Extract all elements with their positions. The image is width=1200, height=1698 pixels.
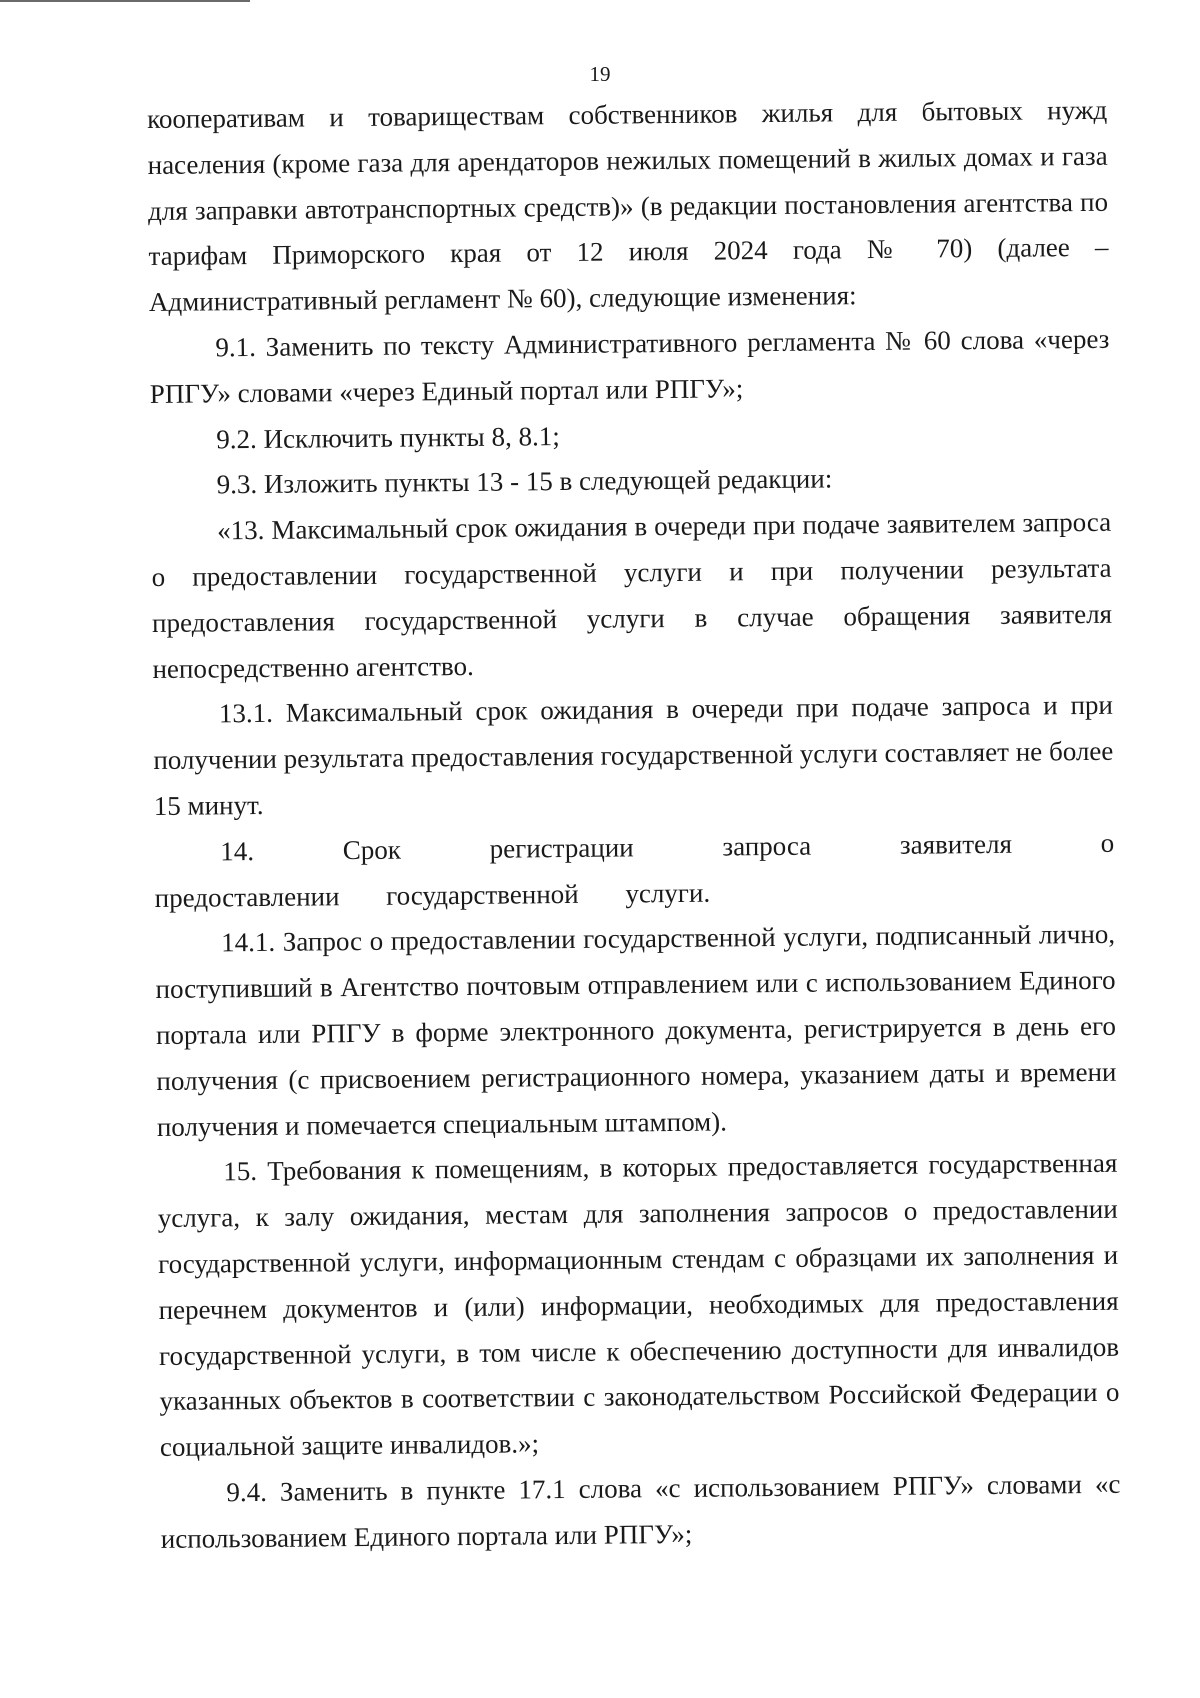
paragraph-9-4: 9.4. Заменить в пункте 17.1 слова «с использованием РПГУ» словами «с использованием Единого портала или РПГУ»;	[160, 1468, 1121, 1554]
paragraph-15: 15. Требования к помещениям, в которых предоставляется государственная услуга, к залу ожидания, местам для заполнения запросов о предоставлении государственной услуги, информационным стендам с образцами их заполнения и перечнем документов и (или) информации, необходимых для предоставления государственной услуги, в том числе к обеспечению доступности для инвалидов указанных объектов в соответствии с законодательством Российской Федерации о социальной защите инвалидов.»;	[157, 1148, 1120, 1463]
paragraph-14-1: 14.1. Запрос о предоставлении государственной услуги, подписанный лично, поступивший в Агентство почтовым отправлением или с использованием Единого портала или РПГУ в форме электронного документа, регистрируется в день его получения (с присвоением регистрационного номера, указанием даты и времени получения и помечается специальным штампом).	[155, 919, 1117, 1142]
paragraph-14: 14. Срок регистрации запроса заявителя о предоставлении государственной услуги.	[154, 827, 1115, 913]
document-body	[147, 88, 1121, 1563]
page-number: 19	[589, 62, 611, 86]
paragraph-13: «13. Максимальный срок ожидания в очереди при подаче заявителем запроса о предоставлении государственной услуги и при получении результата предоставления государственной услуги в случае обращения заявителя непосредственно агентство.	[151, 506, 1113, 684]
paragraph-9-2: 9.2. Исключить пункты 8, 8.1;	[216, 420, 560, 454]
paragraph-9-1: 9.1. Заменить по тексту Административного регламента № 60 слова «через РПГУ» словами «через Единый портал или РПГУ»;	[149, 323, 1110, 409]
paragraph-9-3: 9.3. Изложить пункты 13 - 15 в следующей редакции:	[216, 463, 833, 500]
paragraph-13-1: 13.1. Максимальный срок ожидания в очереди при подаче запроса и при получении результата предоставления государственной услуги составляет не более 15 минут.	[153, 690, 1114, 821]
paragraph-continuation: кооперативам и товариществам собственников жилья для бытовых нужд населения (кроме газа для арендаторов нежилых помещений в жилых домах и газа для заправки автотранспортных средств)» (в редакции постановления агентства по тарифам Приморского края от 12 июля 2024 года № 70) (далее – Административный регламент № 60), следующие изменения:	[147, 94, 1109, 318]
